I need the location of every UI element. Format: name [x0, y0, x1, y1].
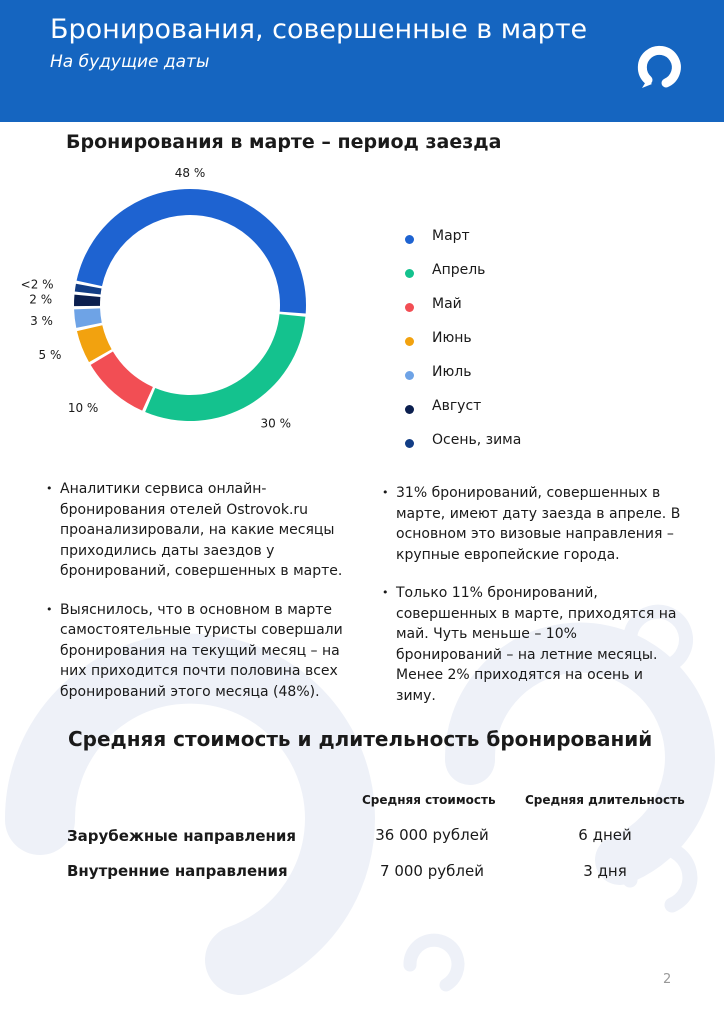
legend-label: Осень, зима [432, 432, 522, 448]
legend-dot-icon [405, 405, 414, 414]
legend-label: Апрель [432, 262, 486, 278]
legend-dot-icon [405, 337, 414, 346]
column-header-duration: Средняя длительность [525, 793, 685, 807]
donut-slice-0 [77, 189, 306, 313]
legend-label: Май [432, 296, 462, 312]
donut-label-0: 48 % [174, 166, 206, 180]
bullet-item [382, 483, 682, 565]
legend-label: Июнь [432, 330, 472, 346]
page-subtitle: На будущие даты [50, 52, 210, 72]
legend-label: Август [432, 398, 482, 414]
cell-foreign-cost: 36 000 рублей [375, 826, 489, 844]
column-header-cost: Средняя стоимость [362, 793, 496, 807]
cell-foreign-duration: 6 дней [578, 826, 632, 844]
donut-label-1: 30 % [260, 416, 292, 431]
legend-dot-icon [405, 371, 414, 380]
legend-label: Март [432, 228, 470, 244]
bullets-right [382, 483, 682, 724]
legend-dot-icon [405, 439, 414, 448]
watermark-pin-small-3 [410, 940, 458, 985]
legend-dot-icon [405, 235, 414, 244]
cell-domestic-cost: 7 000 рублей [380, 862, 484, 880]
donut-label-5: 2 % [29, 292, 53, 307]
donut-slice-1 [145, 314, 305, 421]
chart-section-title: Бронирования в марте – период заезда [66, 131, 502, 153]
donut-label-6: <2 % [20, 277, 54, 292]
bullet-item [46, 479, 356, 582]
bullet-text: • Выяснилось, что в основном в марте самостоятельные туристы совершали бронирования на текущий месяц – на них приходится почти половина всех бронирований этого месяца (48%). [60, 601, 343, 700]
donut-slice-4 [74, 308, 102, 328]
page-number: 2 [663, 972, 672, 987]
legend-dot-icon [405, 269, 414, 278]
donut-slice-6 [75, 284, 102, 295]
donut-slice-5 [74, 295, 100, 306]
bullet-item [46, 600, 356, 703]
legend-label: Июль [432, 364, 472, 380]
cell-domestic-duration: 3 дня [583, 862, 627, 880]
page-title: Бронирования, совершенные в марте [50, 14, 588, 45]
row-label-foreign: Зарубежные направления [67, 827, 297, 845]
pin-logo-icon [636, 40, 684, 92]
donut-slice-2 [91, 351, 153, 410]
donut-label-4: 3 % [30, 314, 53, 329]
row-label-domestic: Внутренние направления [67, 862, 288, 880]
donut-label-3: 5 % [38, 347, 62, 362]
bullet-item [382, 583, 682, 706]
donut-label-2: 10 % [67, 401, 99, 416]
page-header [0, 0, 724, 122]
bullet-text: • 31% бронирований, совершенных в марте, имеют дату заезда в апреле. В основном это визовые направления – крупные европейские города. [396, 485, 681, 563]
bullet-text: • Только 11% бронирований, совершенных в марте, приходятся на май. Чуть меньше – 10% бронирований – на летние месяцы. Менее 2% приходятся на осень и зиму. [396, 585, 677, 704]
table-section-title: Средняя стоимость и длительность бронирований [68, 727, 653, 751]
legend-dot-icon [405, 303, 414, 312]
donut-chart [0, 160, 360, 450]
bullet-text: • Аналитики сервиса онлайн-бронирования отелей Ostrovok.ru проанализировали, на какие месяцы приходились даты заездов у бронирований, совершенных в марте. [60, 481, 343, 579]
bullets-left [46, 479, 356, 720]
